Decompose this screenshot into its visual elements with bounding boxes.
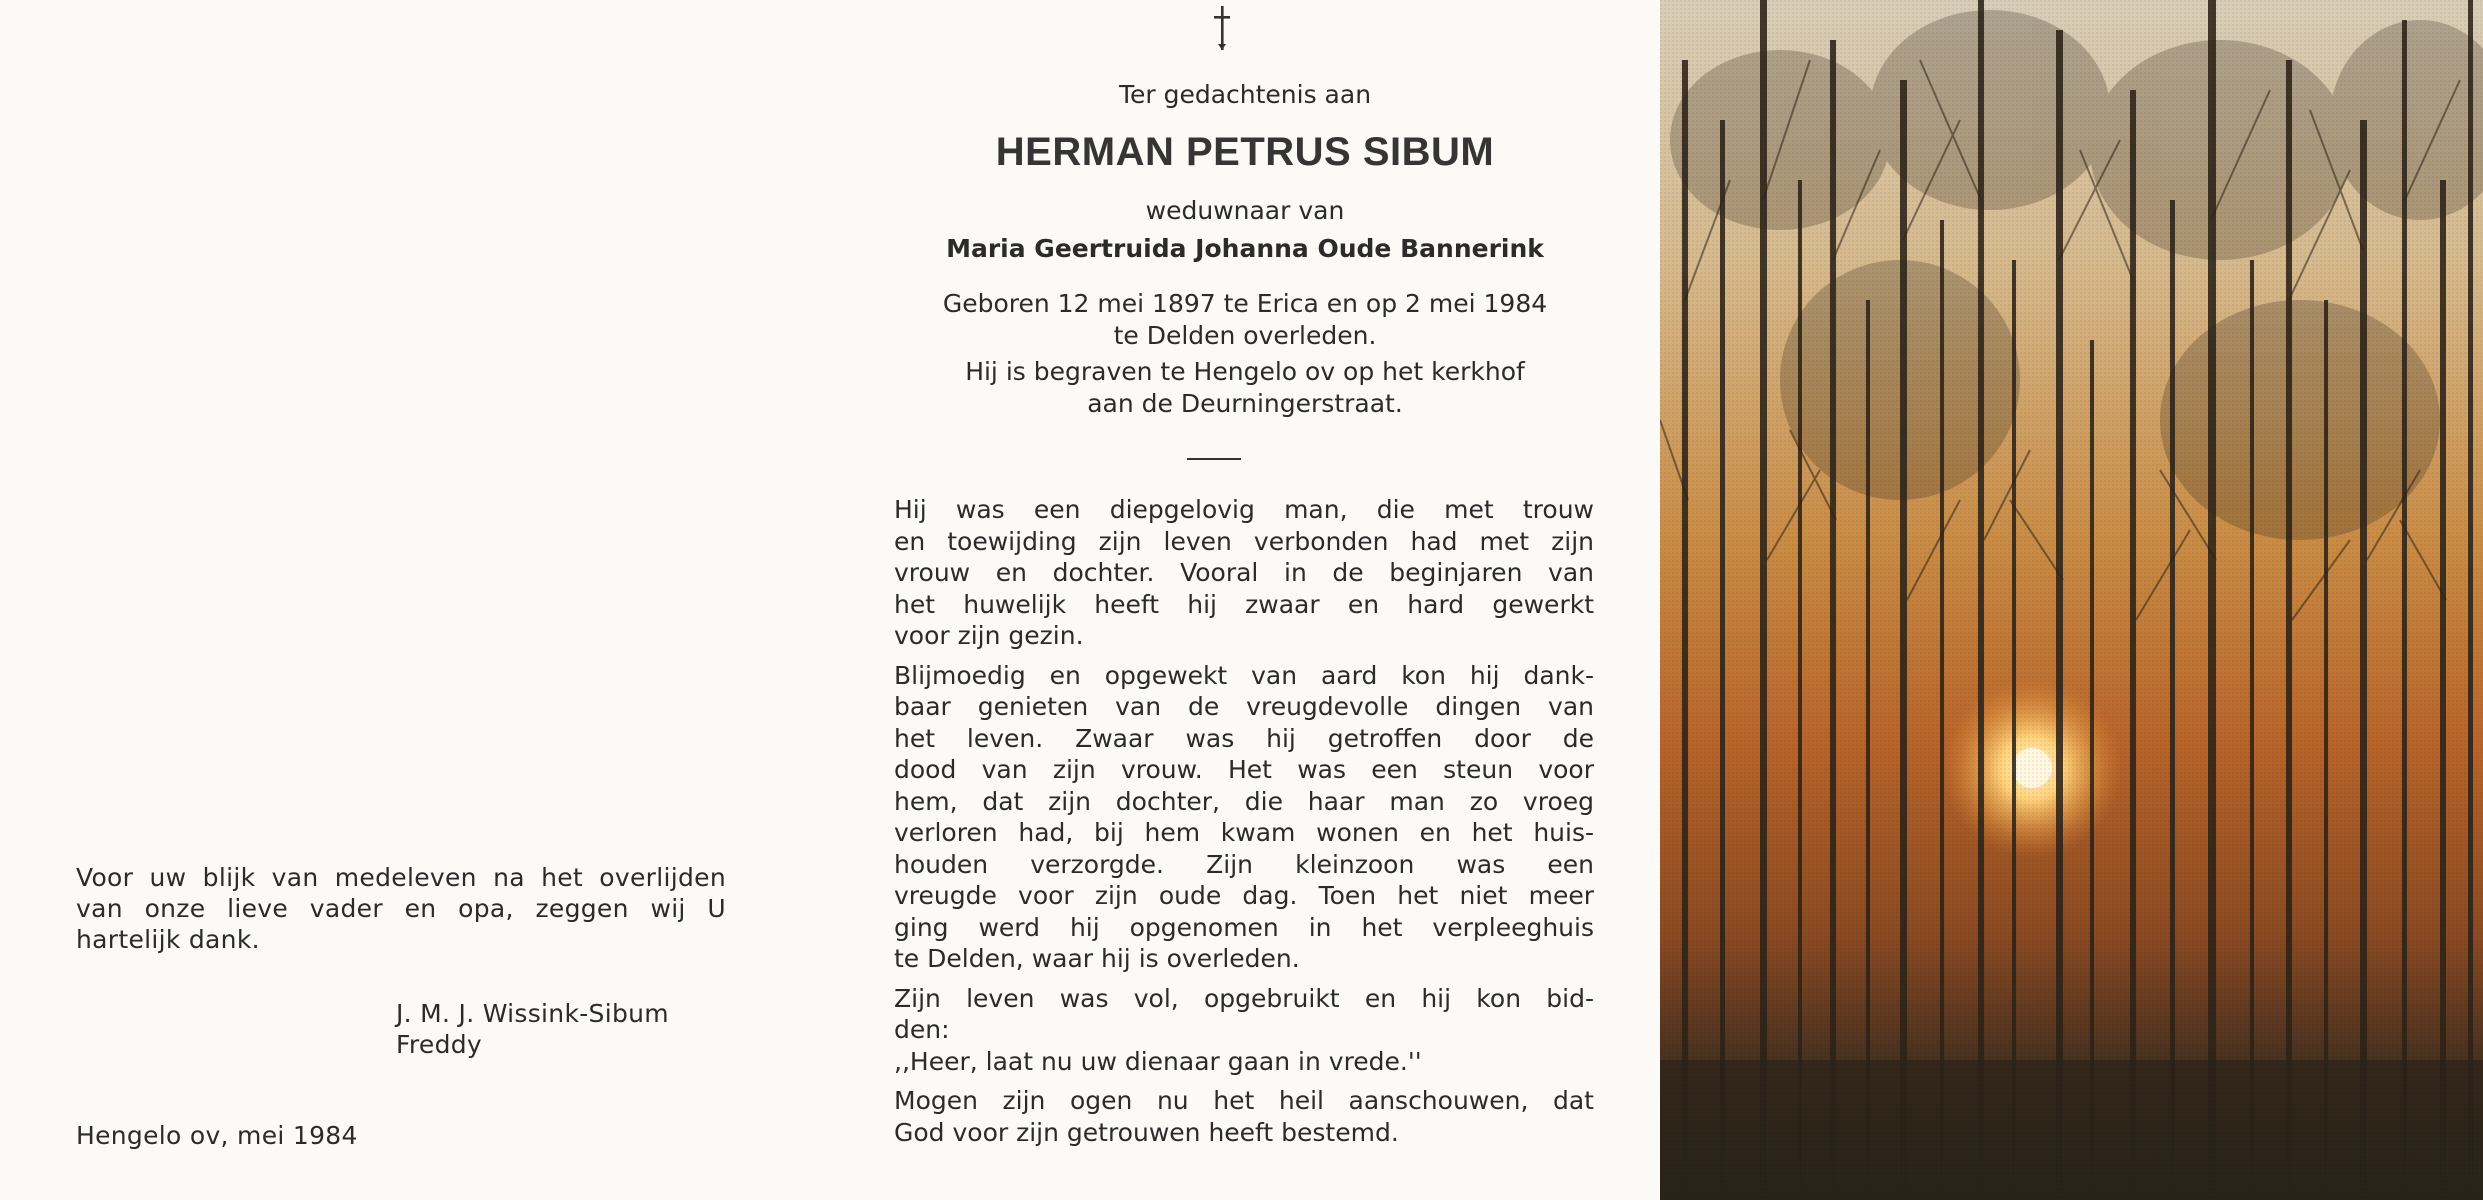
bio-line: dood van zijn vrouw. Het was een steun voor <box>894 755 1594 784</box>
photo-panel <box>1660 0 2483 1200</box>
burial-text <box>830 356 1660 420</box>
signers <box>396 998 669 1060</box>
bio-line: en toewijding zijn leven verbonden had met zijn <box>894 526 1594 556</box>
bio-line: baar genieten van de vreugdevolle dingen van <box>894 692 1594 721</box>
place-date: Hengelo ov, mei 1984 <box>76 1121 358 1150</box>
deceased-name: HERMAN PETRUS SIBUM <box>995 130 1495 174</box>
signer-name: Freddy <box>396 1030 483 1059</box>
bio-line: voor zijn gezin. <box>894 621 1084 650</box>
thanks-line: van onze lieve vader en opa, zeggen wij U <box>76 894 726 923</box>
intro-text: Ter gedachtenis aan <box>1118 80 1372 109</box>
bio-line: te Delden, waar hij is overleden. <box>894 944 1300 973</box>
thanks-text <box>76 862 726 955</box>
thanks-line: hartelijk dank. <box>76 925 260 954</box>
bio-line: den: <box>894 1015 950 1044</box>
bio-line: het huwelijk heeft hij zwaar en hard gewerkt <box>894 589 1594 619</box>
cross-icon <box>1212 4 1232 52</box>
bio-line: God voor zijn getrouwen heeft bestemd. <box>894 1117 1399 1147</box>
memorial-panel <box>830 0 1660 1200</box>
bio-paragraph <box>894 494 1594 652</box>
birth-line: Geboren 12 mei 1897 te Erica en op 2 mei 1984 <box>942 289 1548 318</box>
thanks-panel <box>0 0 830 1200</box>
bio-line: Hij was een diepgelovig man, die met trouw <box>894 495 1594 524</box>
bio-line: ging werd hij opgenomen in het verpleeghuis <box>894 912 1594 942</box>
sunset-trees-photo <box>1660 0 2483 1200</box>
bio-line: ,,Heer, laat nu uw dienaar gaan in vrede.'' <box>894 1046 1422 1076</box>
bio-line: Zijn leven was vol, opgebruikt en hij kon bid- <box>894 983 1594 1013</box>
bio-line: vrouw en dochter. Vooral in de beginjaren van <box>894 558 1594 587</box>
bio-line: hem, dat zijn dochter, die haar man zo vroeg <box>894 786 1594 816</box>
bio-paragraph <box>894 660 1594 975</box>
signer-name: J. M. J. Wissink-Sibum <box>396 999 669 1028</box>
birth-death-text <box>830 288 1660 352</box>
bio-paragraph <box>894 1085 1594 1148</box>
thanks-line: Voor uw blijk van medeleven na het overlijden <box>76 863 726 892</box>
bio-line: houden verzorgde. Zijn kleinzoon was een <box>894 849 1594 879</box>
divider <box>1187 458 1241 460</box>
birth-line: te Delden overleden. <box>1113 321 1377 350</box>
burial-line: Hij is begraven te Hengelo ov op het kerkhof <box>965 357 1525 386</box>
bio-line: Mogen zijn ogen nu het heil aanschouwen, dat <box>894 1086 1594 1115</box>
spouse-name: Maria Geertruida Johanna Oude Bannerink <box>946 234 1544 263</box>
bio-paragraph <box>894 983 1594 1078</box>
burial-line: aan de Deurningerstraat. <box>1087 389 1403 418</box>
widower-text: weduwnaar van <box>1145 196 1345 225</box>
bio-line: Blijmoedig en opgewekt van aard kon hij dank- <box>894 660 1594 690</box>
bio-line: het leven. Zwaar was hij getroffen door de <box>894 723 1594 753</box>
biography <box>894 494 1594 1156</box>
bio-line: verloren had, bij hem kwam wonen en het huis- <box>894 818 1594 847</box>
bio-line: vreugde voor zijn oude dag. Toen het niet meer <box>894 881 1594 910</box>
